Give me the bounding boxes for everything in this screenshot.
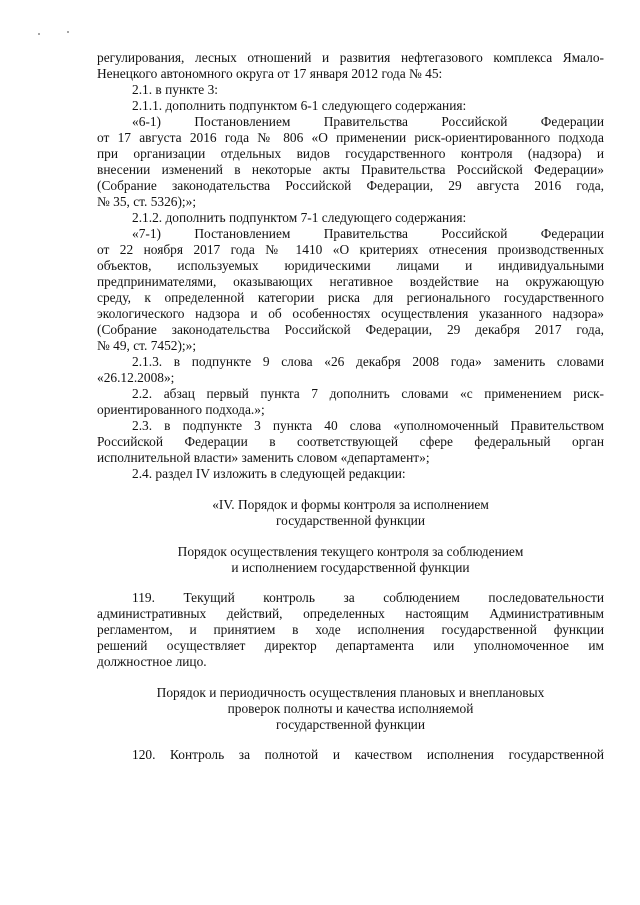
text-line: решений осуществляет директор департамента или уполномоченное им xyxy=(97,638,604,653)
text-line: 2.2. абзац первый пункта 7 дополнить словами «с применением риск- xyxy=(132,386,604,401)
text-line: Российской Федерации в соответствующей сфере федеральный орган xyxy=(97,434,604,449)
text-line: от 22 ноября 2017 года № 1410 «О критериях отнесения производственных xyxy=(97,242,604,257)
text-line: 2.3. в подпункте 3 пункта 40 слова «уполномоченный Правительством xyxy=(132,418,604,433)
text-line: при организации отдельных видов государственного контроля (надзора) и xyxy=(97,146,604,161)
text-line: № 35, ст. 5326);»; xyxy=(97,194,197,209)
text-line: регулирования, лесных отношений и развития нефтегазового комплекса Ямало- xyxy=(97,50,604,65)
text-line: ориентированного подхода.»; xyxy=(97,402,265,417)
subsection-heading: проверок полноты и качества исполняемой xyxy=(227,701,474,716)
section-heading: государственной функции xyxy=(276,513,425,528)
text-line: (Собрание законодательства Российской Федерации, 29 декабря 2017 года, xyxy=(97,322,604,337)
text-line: 120. Контроль за полнотой и качеством исполнения государственной xyxy=(132,747,604,762)
text-line: экологического надзора и об особенностях осуществления указанного надзора» xyxy=(97,306,604,321)
text-line: «26.12.2008»; xyxy=(97,370,175,385)
subsection-heading: Порядок и периодичность осуществления плановых и внеплановых xyxy=(156,685,545,700)
section-heading: «IV. Порядок и формы контроля за исполнением xyxy=(212,497,489,512)
text-line: 2.1.1. дополнить подпунктом 6-1 следующего содержания: xyxy=(132,98,467,113)
text-line: 2.1.2. дополнить подпунктом 7-1 следующего содержания: xyxy=(132,210,467,225)
text-line: 2.1.3. в подпункте 9 слова «26 декабря 2008 года» заменить словами xyxy=(132,354,604,369)
text-line: (Собрание законодательства Российской Федерации, 29 августа 2016 года, xyxy=(97,178,604,193)
text-line: «6-1) Постановлением Правительства Российской Федерации xyxy=(132,114,604,129)
text-line: должностное лицо. xyxy=(97,654,207,669)
subsection-heading: государственной функции xyxy=(276,717,425,732)
text-line: объектов, используемых юридическими лицами и индивидуальными xyxy=(97,258,604,273)
subsection-heading: и исполнением государственной функции xyxy=(231,560,470,575)
text-line: «7-1) Постановлением Правительства Российской Федерации xyxy=(132,226,604,241)
text-line: административных действий, определенных настоящим Административным xyxy=(97,606,604,621)
text-line: № 49, ст. 7452);»; xyxy=(97,338,197,353)
text-line: 2.1. в пункте 3: xyxy=(132,82,219,97)
subsection-heading: Порядок осуществления текущего контроля за соблюдением xyxy=(177,544,524,559)
text-line: 119. Текущий контроль за соблюдением последовательности xyxy=(132,590,604,605)
text-line: среду, к определенной категории риска для регионального государственного xyxy=(97,290,604,305)
text-line: внесении изменений в некоторые акты Правительства Российской Федерации» xyxy=(97,162,604,177)
scan-speck xyxy=(67,31,69,33)
scan-speck xyxy=(38,33,40,35)
text-line: регламентом, и принятием в ходе исполнения государственной функции xyxy=(97,622,604,637)
text-line: предпринимателями, оказывающих негативное воздействие на окружающую xyxy=(97,274,604,289)
text-line: 2.4. раздел IV изложить в следующей редакции: xyxy=(132,466,406,481)
text-line: исполнительной власти» заменить словом «департамент»; xyxy=(97,450,430,465)
text-line: Ненецкого автономного округа от 17 января 2012 года № 45: xyxy=(97,66,443,81)
text-line: от 17 августа 2016 года № 806 «О применении риск-ориентированного подхода xyxy=(97,130,604,145)
